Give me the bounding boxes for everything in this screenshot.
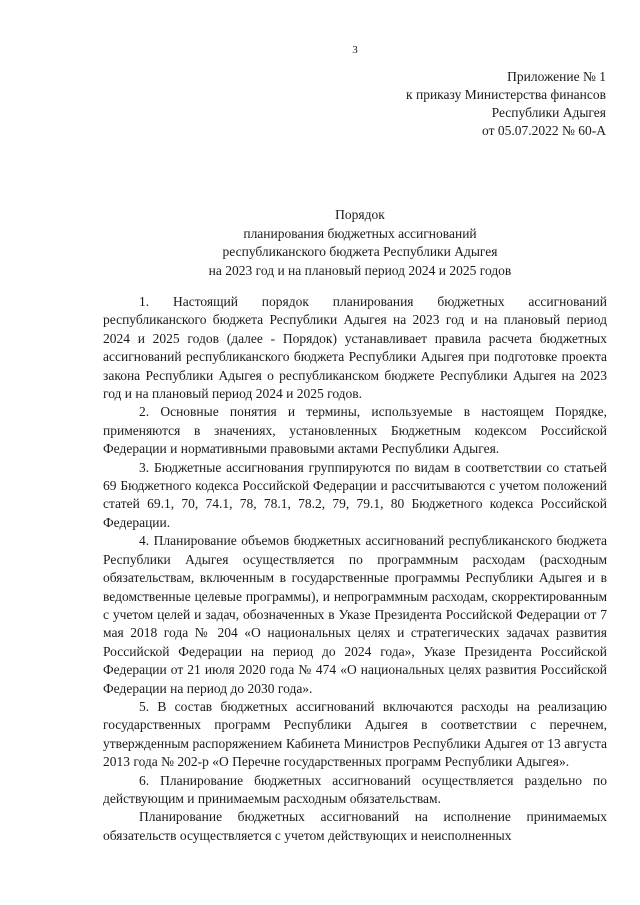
appendix-line: Приложение № 1 [507,69,606,84]
paragraph-3: 3. Бюджетные ассигнования группируются по видам в соответствии со статьей 69 Бюджетного кодекса Российской Федерации и рассчитываются с учетом положений статей 69.1, 70, 74.1, 78, 78.1, 78.2, 79, 79.1, 80 Бюджетного кодекса Российской Федерации. [103,459,607,530]
title-line: Порядок [335,207,385,222]
title-line: республиканского бюджета Республики Адыгея [222,244,498,259]
appendix-line: от 05.07.2022 № 60-А [482,123,606,138]
document-title [0,206,640,280]
title-line: планирования бюджетных ассигнований [243,225,477,241]
appendix-line: Республики Адыгея [491,105,606,120]
appendix-line: к приказу Министерства финансов [406,87,606,102]
title-line: на 2023 год и на плановый период 2024 и 2025 годов [208,262,512,278]
page-number: 3 [352,44,358,56]
paragraph-4: 4. Планирование объемов бюджетных ассигнований республиканского бюджета Республики Адыгея осуществляется по программным расходам (расходным обязательствам, включенным в государственные программы Республики Адыгея и в ведомственные целевые программы), и непрограммным расходам, скорректированным с учетом целей и задач, обозначенных в Указе Президента Российской Федерации от 7 мая 2018 года № 204 «О национальных целях и стратегических задачах развития Российской Федерации на период до 2024 года», Указе Президента Российской Федерации от 21 июля 2020 года № 474 «О национальных целях развития Российской Федерации на период до 2030 года». [103,533,607,696]
document-body [103,293,607,845]
appendix-header [406,68,606,140]
paragraph-5: 5. В состав бюджетных ассигнований включаются расходы на реализацию государственных программ Республики Адыгея в соответствии с перечнем, утвержденным распоряжением Кабинета Министров Республики Адыгея от 13 августа 2013 года № 202-р «О Перечне государственных программ Республики Адыгея». [103,698,607,770]
paragraph-6: 6. Планирование бюджетных ассигнований осуществляется раздельно по действующим и принимаемым расходным обязательствам. [103,772,607,806]
paragraph-7: Планирование бюджетных ассигнований на исполнение принимаемых обязательств осуществляется с учетом действующих и неисполненных [103,809,607,843]
paragraph-1: 1. Настоящий порядок планирования бюджетных ассигнований республиканского бюджета Республики Адыгея на 2023 год и на плановый период 2024 и 2025 годов (далее - Порядок) устанавливает правила расчета бюджетных ассигнований республиканского бюджета Республики Адыгея при подготовке проекта закона Республики Адыгея о республиканском бюджете Республики Адыгея на 2023 год и на плановый период 2024 и 2025 годов. [103,294,607,402]
paragraph-2: 2. Основные понятия и термины, используемые в настоящем Порядке, применяются в значениях, установленных Бюджетным кодексом Российской Федерации и нормативными правовыми актами Республики Адыгея. [103,404,607,457]
